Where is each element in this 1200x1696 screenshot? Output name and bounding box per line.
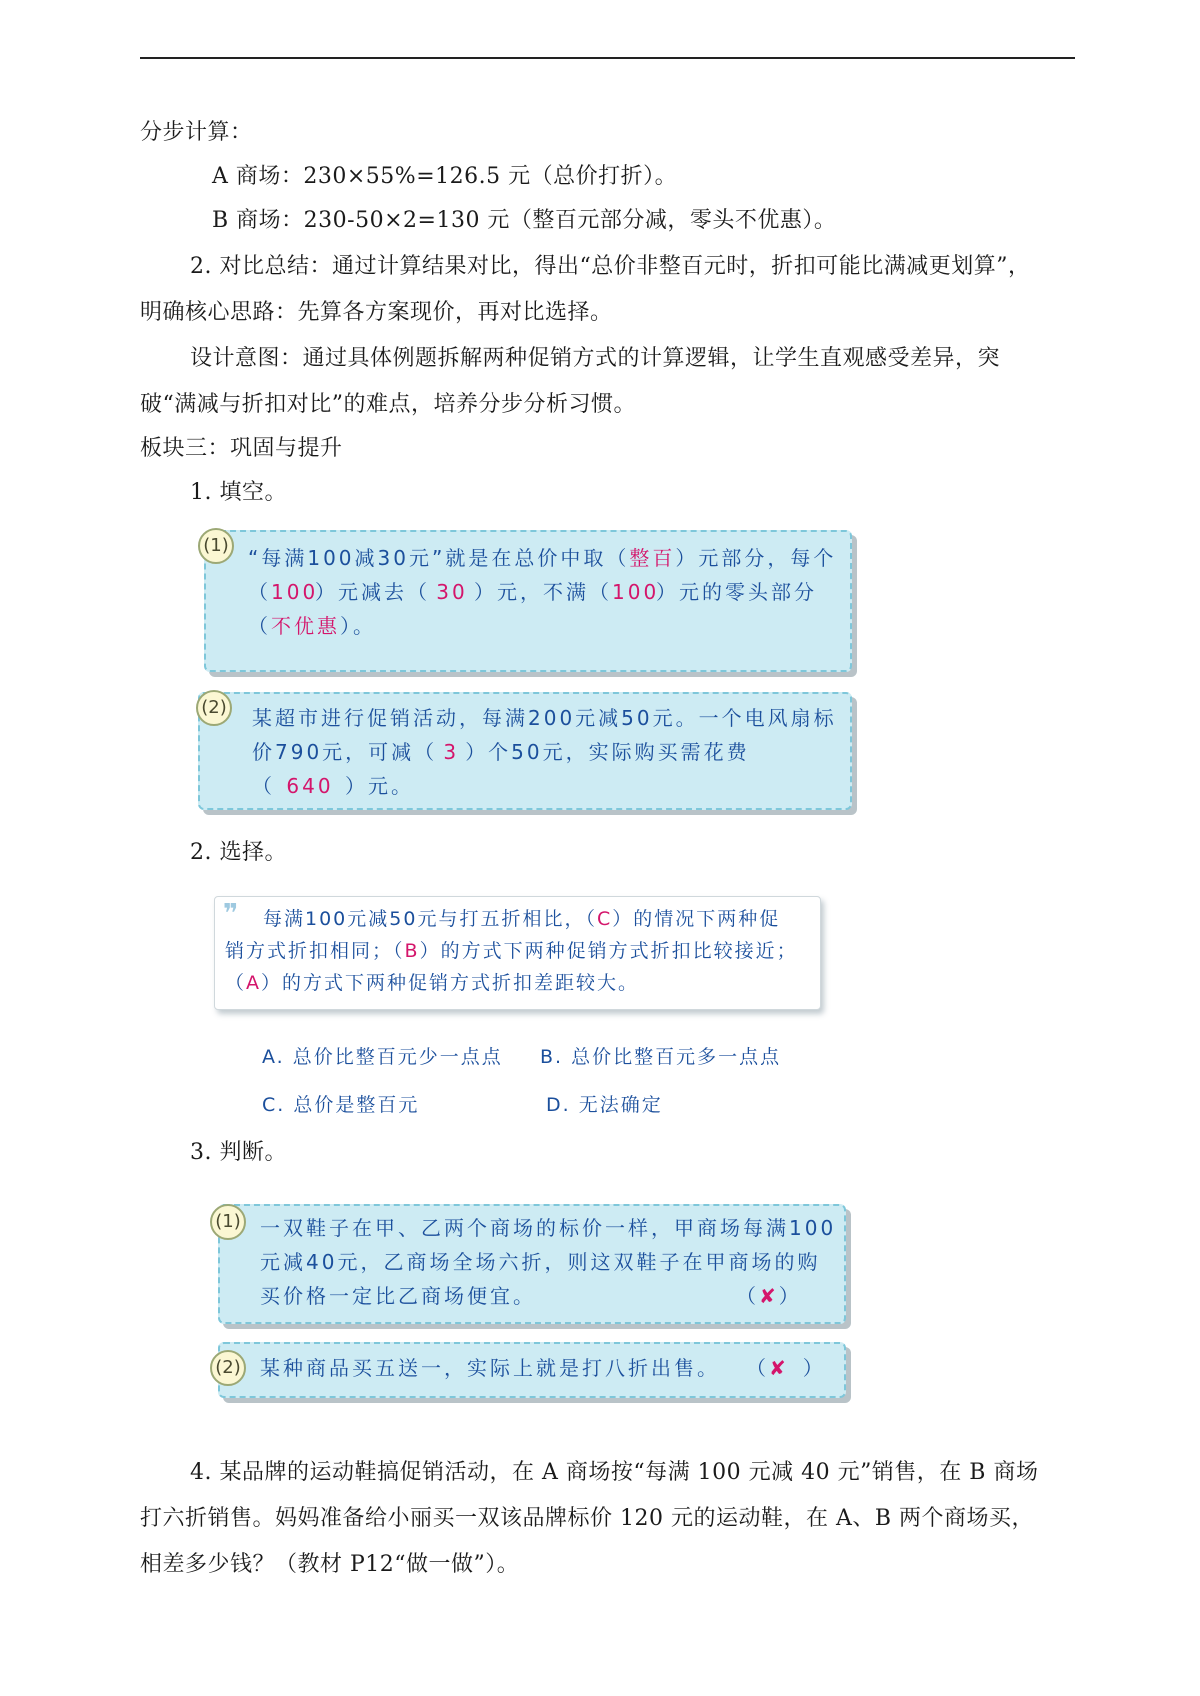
choice-question-box — [214, 896, 821, 1010]
option-d: D. 无法确定 — [546, 1094, 663, 1116]
fill-title: 1. 填空。 — [190, 480, 287, 505]
header-rule — [140, 57, 1075, 59]
text: ）元减去（ — [315, 580, 430, 604]
answer: 整百 — [629, 546, 676, 570]
summary-line-2: 明确核心思路：先算各方案现价，再对比选择。 — [140, 300, 613, 325]
bracket: （ — [736, 1284, 759, 1308]
calc-b: B 商场：230-50×2=130 元（整百元部分减，零头不优惠）。 — [212, 208, 837, 233]
judge-question-1-line-1: 一双鞋子在甲、乙两个商场的标价一样，甲商场每满100 — [260, 1216, 837, 1240]
quote-icon: ❞ — [223, 899, 239, 929]
text: ）的方式下两种促销方式折扣比较接近； — [419, 940, 798, 962]
fill-question-2-line-2 — [252, 736, 750, 769]
judge-question-2-text: 某种商品买五送一，实际上就是打八折出售。 — [260, 1356, 720, 1380]
design-line-2: 破“满减与折扣对比”的难点，培养分步分析习惯。 — [140, 392, 636, 417]
section-heading: 板块三：巩固与提升 — [140, 436, 343, 461]
text: ）的情况下两种促 — [612, 908, 781, 930]
steps-title: 分步计算： — [140, 120, 253, 145]
text: 价790元，可减（ — [252, 740, 438, 764]
judge-question-1-line-2: 元减40元，乙商场全场六折，则这双鞋子在甲商场的购 — [260, 1250, 821, 1274]
judge-question-2-answer — [746, 1352, 826, 1385]
answer: 100 — [271, 580, 319, 604]
answer: 640 — [286, 774, 334, 798]
question-4-line-1: 4. 某品牌的运动鞋搞促销活动，在 A 商场按“每满 100 元减 40 元”销售，在 B 商场 — [190, 1460, 1039, 1485]
judge-question-1-line-3: 买价格一定比乙商场便宜。 — [260, 1284, 536, 1308]
text: ）元的零头部分 — [656, 580, 817, 604]
text: （ — [252, 774, 275, 798]
cross-mark-icon: ✘ — [769, 1356, 789, 1380]
fill-question-2-line-1: 某超市进行促销活动，每满200元减50元。一个电风扇标 — [252, 706, 837, 730]
calc-a: A 商场：230×55%=126.5 元（总价打折）。 — [212, 164, 678, 189]
option-b: B. 总价比整百元多一点点 — [540, 1046, 782, 1068]
choice-line-2 — [225, 935, 798, 968]
fill-question-1-line-2 — [248, 576, 817, 609]
question-4-line-2: 打六折销售。妈妈准备给小丽买一双该品牌标价 120 元的运动鞋，在 A、B 两个商场买， — [140, 1506, 1035, 1531]
choice-line-3 — [225, 967, 639, 1000]
bracket: ） — [802, 1356, 826, 1380]
text: ）元，不满（ — [474, 580, 612, 604]
judge-question-1-answer — [736, 1280, 802, 1313]
judge-title: 3. 判断。 — [190, 1140, 287, 1165]
answer: A — [246, 972, 262, 994]
answer: B — [404, 940, 420, 962]
choice-title: 2. 选择。 — [190, 840, 287, 865]
answer: 不优惠 — [271, 614, 340, 638]
cross-mark-icon: ✘ — [759, 1284, 779, 1308]
fill-question-1-line-3 — [248, 610, 376, 643]
summary-line-1: 2. 对比总结：通过计算结果对比，得出“总价非整百元时，折扣可能比满减更划算”， — [190, 254, 1031, 279]
text: （ — [248, 614, 271, 638]
design-line-1: 设计意图：通过具体例题拆解两种促销方式的计算逻辑，让学生直观感受差异，突 — [190, 346, 1001, 371]
question-number-badge: (2) — [210, 1350, 246, 1386]
text: （ — [225, 972, 247, 994]
answer: C — [596, 908, 613, 930]
text: （ — [248, 580, 271, 604]
text: “每满100减30元”就是在总价中取（ — [248, 546, 630, 570]
fill-question-2-line-3 — [252, 770, 414, 803]
answer: 100 — [612, 580, 660, 604]
text: ）个50元，实际购买需花费 — [465, 740, 750, 764]
judge-question-2-box — [215, 1342, 846, 1398]
text: 每满100元减50元与打五折相比，（ — [263, 908, 597, 930]
choice-line-1 — [263, 903, 780, 936]
answer: 3 — [443, 740, 460, 764]
question-number-badge: (2) — [196, 690, 232, 726]
text: ）元部分，每个 — [675, 546, 837, 570]
text: ）的方式下两种促销方式折扣差距较大。 — [261, 972, 640, 994]
option-c: C. 总价是整百元 — [262, 1094, 420, 1116]
fill-question-1-box — [204, 530, 852, 672]
text: 销方式折扣相同；（ — [225, 940, 405, 962]
answer: 30 — [436, 580, 468, 604]
judge-question-1-box — [215, 1204, 846, 1324]
question-number-badge: (1) — [198, 528, 234, 564]
text: ）元。 — [345, 774, 414, 798]
option-a: A. 总价比整百元少一点点 — [262, 1046, 503, 1068]
text: ）。 — [340, 614, 376, 638]
bracket: ） — [778, 1284, 802, 1308]
fill-question-2-box — [198, 692, 852, 810]
question-4-line-3: 相差多少钱？（教材 P12“做一做”）。 — [140, 1552, 520, 1577]
bracket: （ — [746, 1356, 769, 1380]
question-number-badge: (1) — [210, 1204, 246, 1240]
fill-question-1-line-1 — [248, 542, 836, 575]
